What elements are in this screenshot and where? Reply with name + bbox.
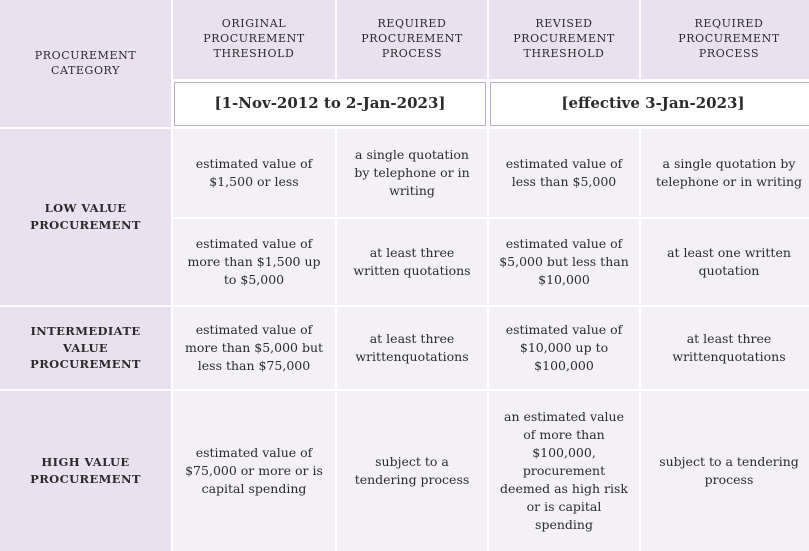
intermediate-revised-process: at least three writtenquotations bbox=[641, 307, 809, 389]
low-r2-original-process: at least three written quotations bbox=[337, 219, 487, 305]
header-required-process-revised: REQUIRED PROCUREMENT PROCESS bbox=[641, 0, 809, 79]
low-r2-revised-process: at least one written quotation bbox=[641, 219, 809, 305]
intermediate-original-threshold: estimated value of more than $5,000 but less than $75,000 bbox=[173, 307, 335, 389]
low-r2-revised-threshold: estimated value of $5,000 but less than $10,000 bbox=[489, 219, 639, 305]
low-r1-original-threshold: estimated value of $1,500 or less bbox=[173, 129, 335, 217]
intermediate-original-process: at least three writtenquotations bbox=[337, 307, 487, 389]
low-r1-revised-process: a single quotation by telephone or in writing bbox=[641, 129, 809, 217]
high-original-process: subject to a tendering process bbox=[337, 391, 487, 551]
period-revised: [effective 3-Jan-2023] bbox=[490, 82, 809, 126]
header-procurement-category: PROCUREMENT CATEGORY bbox=[0, 0, 171, 127]
category-low-value: LOW VALUE PROCUREMENT bbox=[0, 129, 171, 305]
high-original-threshold: estimated value of $75,000 or more or is capital spending bbox=[173, 391, 335, 551]
header-original-threshold: ORIGINAL PROCUREMENT THRESHOLD bbox=[173, 0, 335, 79]
high-revised-threshold: an estimated value of more than $100,000, procurement deemed as high risk or is capital spending bbox=[489, 391, 639, 551]
category-high-value: HIGH VALUE PROCUREMENT bbox=[0, 391, 171, 551]
high-revised-process: subject to a tendering process bbox=[641, 391, 809, 551]
low-r2-original-threshold: estimated value of more than $1,500 up to $5,000 bbox=[173, 219, 335, 305]
category-intermediate-value: INTERMEDIATE VALUE PROCUREMENT bbox=[0, 307, 171, 389]
low-r1-revised-threshold: estimated value of less than $5,000 bbox=[489, 129, 639, 217]
period-original: [1-Nov-2012 to 2-Jan-2023] bbox=[174, 82, 486, 126]
header-required-process-original: REQUIRED PROCUREMENT PROCESS bbox=[337, 0, 487, 79]
intermediate-revised-threshold: estimated value of $10,000 up to $100,000 bbox=[489, 307, 639, 389]
low-r1-original-process: a single quotation by telephone or in writing bbox=[337, 129, 487, 217]
header-revised-threshold: REVISED PROCUREMENT THRESHOLD bbox=[489, 0, 639, 79]
